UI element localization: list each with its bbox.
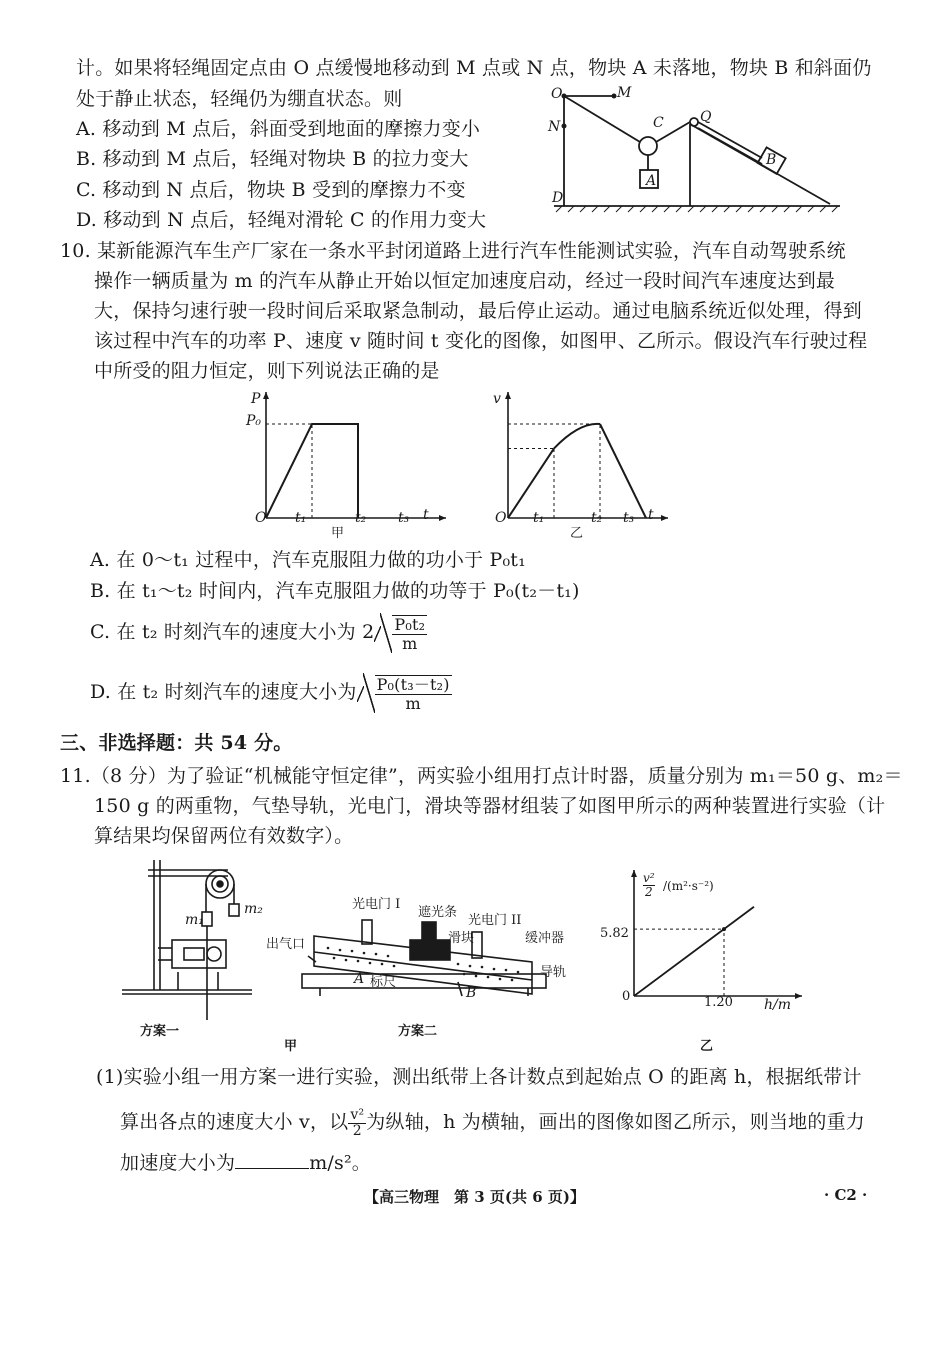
- scheme-2-shade: 遮光条: [418, 905, 458, 920]
- graph-yi-y-arrow: [505, 392, 511, 399]
- scheme-2-slider: 滑块: [448, 931, 475, 946]
- q10-line3: 大，保持匀速行驶一段时间后采取紧急制动，最后停止运动。通过电脑系统近似处理，得到: [94, 300, 863, 322]
- q11-line1: 11.（8 分）为了验证“机械能守恒定律”，两实验小组用打点计时器，质量分别为 m₁＝50 g、m₂＝: [60, 765, 903, 787]
- scheme-2-buffer: 缓冲器: [525, 931, 565, 946]
- graph-jia-caption: 甲: [331, 526, 345, 541]
- q10-option-c-text: C. 在 t₂ 时刻汽车的速度大小为 2: [90, 621, 375, 643]
- footer-page-info: 【高三物理 第 3 页(共 6 页)】: [364, 1188, 585, 1206]
- graph-h-data-line: [634, 907, 754, 996]
- q11-sub1-line3: [120, 1150, 371, 1176]
- scheme-2-ruler: 标尺: [370, 975, 397, 990]
- graph-jia-tick-t1: t₁: [295, 510, 307, 526]
- q10-option-d-denominator: m: [405, 694, 421, 713]
- q9-intro-line1: 计。如果将轻绳固定点由 O 点缓慢地移动到 M 点或 N 点，物块 A 未落地，物块 B 和斜面仍: [76, 57, 872, 79]
- graph-yi-tick-t3: t₃: [623, 510, 635, 526]
- q9-option-a: A. 移动到 M 点后，斜面受到地面的摩擦力变小: [76, 118, 481, 140]
- footer-code: · C2 ·: [824, 1186, 868, 1204]
- scheme-2-gate1: 光电门 I: [352, 897, 401, 912]
- graph-yi-brake-line: [600, 424, 646, 518]
- graph-h-xlabel: h/m: [764, 997, 792, 1013]
- q11-line2: 150 g 的两重物，气垫导轨，光电门，滑块等器材组装了如图甲所示的两种装置进行实验（计: [94, 795, 886, 817]
- q9-label-o: O: [551, 86, 563, 102]
- graph-h-data-point: [722, 927, 726, 931]
- graph-yi-tick-t1: t₁: [533, 510, 545, 526]
- graph-jia-origin: O: [255, 510, 267, 526]
- graph-jia-y-arrow: [263, 392, 269, 399]
- q9-label-b: B: [766, 152, 777, 168]
- graph-jia-ylabel: P: [251, 391, 261, 407]
- q10-option-c-denominator: m: [402, 634, 418, 653]
- q9-intro-line2: 处于静止状态，轻绳仍为绷直状态。则: [76, 88, 403, 110]
- q11-line3: 算结果均保留两位有效数字）。: [94, 825, 354, 847]
- graph-h-ylabel-frac: [643, 872, 655, 899]
- graph-yi-xlabel: t: [648, 507, 654, 523]
- scheme-1-m2: m₂: [244, 901, 263, 917]
- graph-h-y-arrow: [631, 870, 637, 877]
- q9-option-c: C. 移动到 N 点后，物块 B 受到的摩擦力不变: [76, 179, 466, 201]
- scheme-2-outlet: 出气口: [266, 937, 306, 952]
- q10-option-c-numerator: P₀t₂: [394, 615, 426, 634]
- q10-option-d-text: D. 在 t₂ 时刻汽车的速度大小为: [90, 681, 357, 703]
- q9-label-q: Q: [700, 109, 712, 125]
- graph-yi-curve: [554, 424, 600, 449]
- q10-option-c-sqrt: [374, 613, 427, 653]
- q11-sub1-line2-b: 为纵轴，h 为横轴，画出的图像如图乙所示，则当地的重力: [366, 1111, 865, 1133]
- q11-sub1-line3-b: m/s²。: [309, 1152, 371, 1174]
- q10-option-b: B. 在 t₁～t₂ 时间内，汽车克服阻力做的功等于 P₀(t₂－t₁): [90, 580, 580, 602]
- q10-option-d-sqrt: [357, 673, 452, 713]
- graph-h-ylabel-unit: /(m²·s⁻²): [663, 879, 714, 893]
- scheme-1-apparatus: [118, 852, 258, 1022]
- graph-yi-tick-t2: t₂: [591, 510, 603, 526]
- q9-option-b: B. 移动到 M 点后，轻绳对物块 B 的拉力变大: [76, 148, 469, 170]
- q11-sub1-frac-num: v²: [350, 1106, 365, 1123]
- graph-h-x-arrow: [795, 993, 802, 999]
- q10-option-d-numerator: P₀(t₃－t₂): [376, 675, 450, 694]
- q9-label-c: C: [653, 115, 664, 131]
- scheme-1-m1: m₁: [185, 912, 204, 928]
- scheme-2-gate2: 光电门 II: [468, 913, 522, 928]
- graph-h-ylabel-num: v²: [643, 871, 655, 885]
- q10-line2: 操作一辆质量为 m 的汽车从静止开始以恒定加速度启动，经过一段时间汽车速度达到最: [94, 270, 836, 292]
- graph-jia-power: [246, 390, 446, 528]
- graph-yi-origin: O: [495, 510, 507, 526]
- q11-sub1-line3-a: 加速度大小为: [120, 1152, 236, 1174]
- q10-line5: 中所受的阻力恒定，则下列说法正确的是: [94, 360, 440, 382]
- graph-h-caption: 乙: [700, 1039, 714, 1054]
- q11-sub1-line1: (1)实验小组一用方案一进行实验，测出纸带上各计数点到起始点 O 的距离 h，根据纸带计: [96, 1066, 862, 1088]
- graph-jia-x-arrow: [439, 515, 446, 521]
- scheme-2-caption: 方案二: [398, 1024, 438, 1039]
- q10-option-c: [90, 612, 427, 653]
- scheme-2-label-b: B: [466, 985, 477, 1001]
- q9-label-a: A: [646, 173, 657, 189]
- graph-yi-x-arrow: [661, 515, 668, 521]
- q9-incline-figure: [540, 84, 850, 214]
- q9-label-d: D: [552, 190, 564, 206]
- q10-line1: 10. 某新能源汽车生产厂家在一条水平封闭道路上进行汽车性能测试实验，汽车自动驾驶系统: [60, 240, 846, 262]
- graph-yi-accel-line: [508, 448, 554, 518]
- scheme-2-label-a: A: [354, 971, 365, 987]
- graph-yi-ylabel: v: [493, 391, 501, 407]
- q10-line4: 该过程中汽车的功率 P、速度 v 随时间 t 变化的图像，如图甲、乙所示。假设汽车行驶过程: [94, 330, 868, 352]
- scheme-1-caption: 方案一: [140, 1024, 180, 1039]
- q11-sub1-frac-den: 2: [352, 1122, 362, 1139]
- graph-yi-velocity: [488, 390, 668, 528]
- q9-label-n: N: [548, 119, 561, 135]
- graph-jia-tick-t2: t₂: [355, 510, 367, 526]
- graph-h-origin: 0: [622, 989, 631, 1004]
- q10-option-a: A. 在 0～t₁ 过程中，汽车克服阻力做的功小于 P₀t₁: [90, 549, 526, 571]
- graph-jia-ytick: P₀: [246, 413, 262, 429]
- graph-jia-xlabel: t: [423, 507, 429, 523]
- graph-jia-tick-t3: t₃: [398, 510, 410, 526]
- q11-sub1-answer-blank[interactable]: [235, 1150, 309, 1169]
- q9-option-d: D. 移动到 N 点后，轻绳对滑轮 C 的作用力变大: [76, 209, 487, 231]
- graph-yi-caption: 乙: [570, 526, 584, 541]
- q10-option-d: [90, 672, 452, 713]
- graph-h-yvalue: 5.82: [600, 926, 629, 941]
- graph-h-xvalue: 1.20: [704, 995, 733, 1010]
- scheme-2-rail: 导轨: [540, 965, 567, 980]
- q11-figure-jia-caption: 甲: [284, 1039, 298, 1054]
- section-3-heading: 三、非选择题：共 54 分。: [60, 732, 293, 754]
- q11-sub1-line2-a: 算出各点的速度大小 v，以: [120, 1111, 349, 1133]
- q9-label-m: M: [617, 85, 632, 101]
- q11-sub1-line2: [120, 1102, 865, 1142]
- graph-h-ylabel-den: 2: [644, 885, 653, 899]
